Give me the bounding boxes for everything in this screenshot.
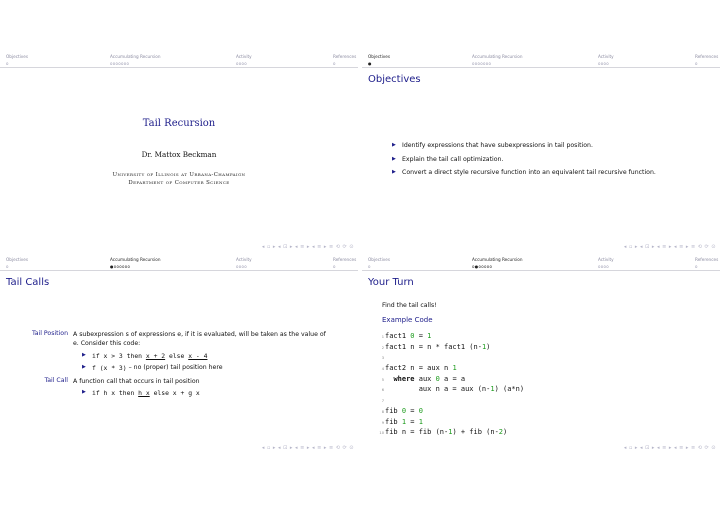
nav-section-references[interactable]: References	[333, 257, 357, 262]
nav-dots[interactable]: ooooooo	[472, 61, 492, 66]
slide-your-turn: Objectives Accumulating Recursion Activity References o o●ooooo oooo o Your Turn Find the tail calls! Example Code 1 fact1 0 = 1 2 fact1 n = n * fact1 (n-1) 3 4 fact2 n = aux n 1 5 where aux 0 a = a 6 aux n a = aux (n-1) (a*n) 7 8 fib 0 = 0 9 fib 1 = 1 10 fib n = fib (n-1) + fib (n-2) ◂ ▫ ▸ ◂ ⊡ ▸ ◂ ≡ ▸ ◂ ≡ ▸ ≡ ⟲ ⟳ ⊙	[362, 255, 720, 507]
nav-section-accumulating[interactable]: Accumulating Recursion	[472, 54, 523, 59]
nav-dots[interactable]: oooo	[598, 264, 609, 269]
nav-dots[interactable]: oooo	[236, 264, 247, 269]
line-number: 5	[381, 377, 384, 382]
beamer-nav-controls[interactable]: ◂ ▫ ▸ ◂ ⊡ ▸ ◂ ≡ ▸ ◂ ≡ ▸ ≡ ⟲ ⟳ ⊙	[261, 445, 354, 451]
nav-dots[interactable]: ooooooo	[110, 61, 130, 66]
nav-dots[interactable]: oooo	[236, 61, 247, 66]
nav-section-activity[interactable]: Activity	[598, 257, 614, 262]
nav-section-accumulating[interactable]: Accumulating Recursion	[110, 54, 161, 59]
example-line: ▶ if x > 3 then x + 2 else x - 4	[82, 352, 208, 360]
presentation-title: Tail Recursion	[142, 118, 216, 129]
nav-dots[interactable]: ●oooooo	[110, 264, 131, 269]
line-number: 10	[379, 431, 384, 436]
bullet-triangle-icon: ▶	[82, 352, 86, 358]
bullet-triangle-icon: ▶	[392, 169, 396, 175]
nav-dots[interactable]: o	[695, 264, 698, 269]
bullet-triangle-icon: ▶	[82, 389, 86, 395]
nav-dots[interactable]: oooo	[598, 61, 609, 66]
line-number: 9	[381, 420, 384, 425]
example-line: ▶ if h x then h x else x + g x	[82, 389, 200, 397]
definition-text: A function call that occurs in tail position	[73, 378, 200, 385]
nav-section-accumulating[interactable]: Accumulating Recursion	[110, 257, 161, 262]
definition-label: Tail Position	[31, 330, 68, 337]
nav-section-objectives[interactable]: Objectives	[368, 257, 391, 262]
line-number: 8	[381, 409, 384, 414]
slide-objectives	[362, 2, 720, 254]
nav-dots[interactable]: o	[333, 264, 336, 269]
frame-title: Objectives	[368, 74, 421, 85]
nav-dots[interactable]: o	[368, 264, 371, 269]
frame-title: Your Turn	[368, 277, 414, 288]
nav-section-references[interactable]: References	[695, 54, 719, 59]
nav-dots[interactable]: o	[333, 61, 336, 66]
beamer-nav-controls[interactable]: ◂ ▫ ▸ ◂ ⊡ ▸ ◂ ≡ ▸ ◂ ≡ ▸ ≡ ⟲ ⟳ ⊙	[261, 244, 354, 250]
line-number: 4	[381, 367, 384, 372]
author-name: Dr. Mattox Beckman	[141, 150, 217, 159]
section-navbar	[0, 52, 358, 68]
nav-section-objectives[interactable]: Objectives	[6, 54, 29, 59]
line-number: 7	[381, 399, 384, 404]
nav-section-activity[interactable]: Activity	[236, 54, 252, 59]
nav-dots[interactable]: o	[695, 61, 698, 66]
nav-dots[interactable]: o●ooooo	[472, 264, 493, 269]
slide-title	[0, 2, 358, 254]
bullet-triangle-icon: ▶	[392, 142, 396, 148]
nav-section-objectives[interactable]: Objectives	[6, 257, 29, 262]
nav-section-accumulating[interactable]: Accumulating Recursion	[472, 257, 523, 262]
bullet-triangle-icon: ▶	[82, 364, 86, 370]
line-number: 6	[381, 388, 384, 393]
nav-section-activity[interactable]: Activity	[598, 54, 614, 59]
objectives-list	[392, 142, 712, 183]
section-navbar	[362, 255, 720, 271]
list-item: ▶ Identify expressions that have subexpressions in tail position.	[392, 142, 593, 149]
slide-tail-calls	[0, 255, 358, 507]
nav-section-references[interactable]: References	[695, 257, 719, 262]
institution: University of Illinois at Urbana-Champaign	[112, 172, 246, 178]
department: Department of Computer Science	[128, 180, 230, 186]
line-number: 1	[381, 335, 384, 339]
beamer-nav-controls[interactable]: ◂ ▫ ▸ ◂ ⊡ ▸ ◂ ≡ ▸ ◂ ≡ ▸ ≡ ⟲ ⟳ ⊙	[623, 445, 716, 451]
line-number: 3	[381, 356, 384, 361]
beamer-nav-controls[interactable]: ◂ ▫ ▸ ◂ ⊡ ▸ ◂ ≡ ▸ ◂ ≡ ▸ ≡ ⟲ ⟳ ⊙	[623, 244, 716, 250]
example-line: ▶ f (x * 3) – no (proper) tail position here	[82, 364, 223, 372]
definition-text: A subexpression s of expressions e, if it is evaluated, will be taken as the value of e. Consider this code:	[73, 331, 326, 347]
nav-dots[interactable]: o	[6, 264, 9, 269]
nav-dots[interactable]: ●	[368, 61, 372, 66]
nav-section-objectives[interactable]: Objectives	[368, 54, 391, 59]
nav-section-references[interactable]: References	[333, 54, 357, 59]
section-navbar	[0, 255, 358, 271]
instruction-text: Find the tail calls!	[382, 302, 437, 309]
nav-dots[interactable]: o	[6, 61, 9, 66]
code-block-title: Example Code	[382, 316, 433, 324]
definition-label: Tail Call	[44, 377, 68, 384]
list-item: ▶ Explain the tail call optimization.	[392, 155, 504, 163]
section-navbar	[362, 52, 720, 68]
nav-section-activity[interactable]: Activity	[236, 257, 252, 262]
bullet-triangle-icon: ▶	[392, 155, 396, 162]
frame-title: Tail Calls	[6, 277, 50, 288]
line-number: 2	[381, 345, 384, 350]
list-item: ▶ Convert a direct style recursive function into an equivalent tail recursive function.	[392, 169, 656, 176]
